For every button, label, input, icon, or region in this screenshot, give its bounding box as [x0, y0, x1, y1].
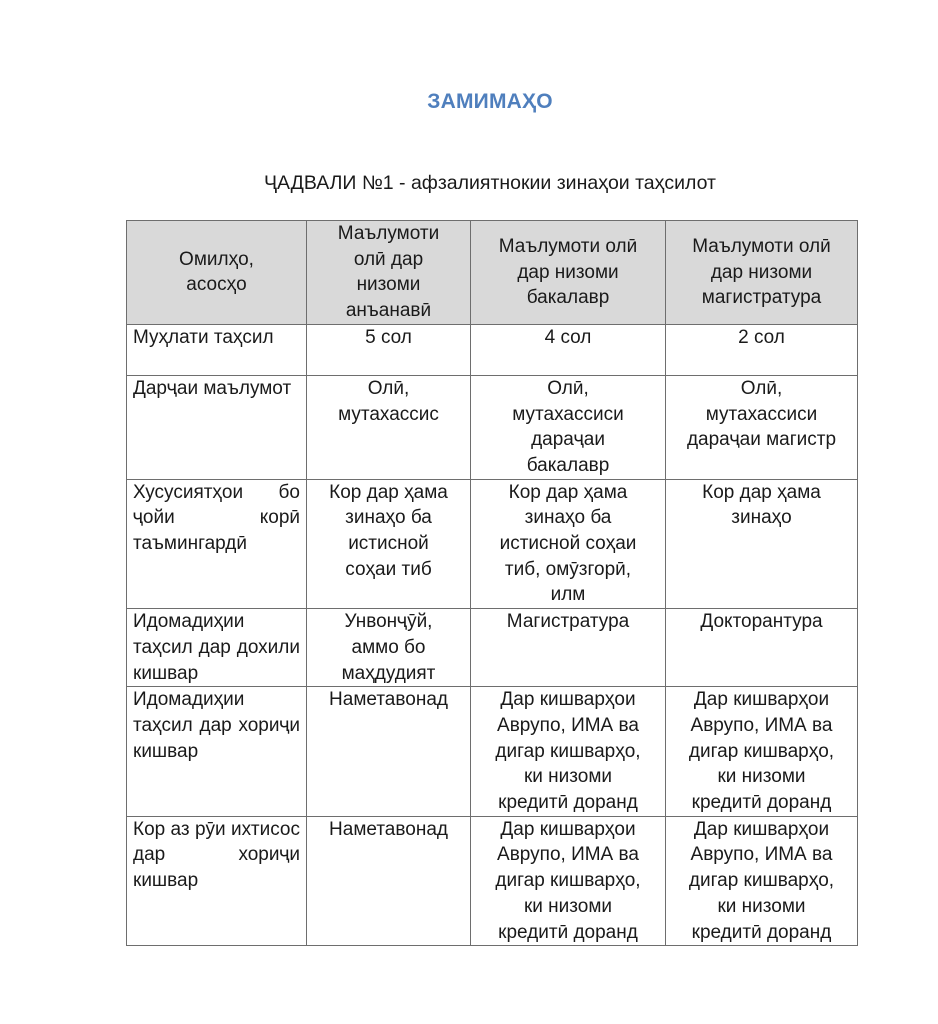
header-cell: Маълумоти олӣ дар низоми анъанавӣ: [307, 221, 471, 325]
table-cell: 2 сол: [666, 324, 858, 375]
table-cell: Олӣ, мутахассиси дараҷаи бакалавр: [471, 375, 666, 479]
table-header-row: [127, 221, 858, 325]
row-label: Дарҷаи маълумот: [127, 375, 307, 479]
table-cell: Олӣ, мутахассиси дараҷаи магистр: [666, 375, 858, 479]
table-cell: Дар кишварҳои Аврупо, ИМА ва дигар кишварҳо, ки низоми кредитӣ доранд: [471, 687, 666, 817]
row-label: Идомадиҳии таҳсил дар хориҷи кишвар: [127, 687, 307, 817]
table-row: [127, 687, 858, 817]
table-row: [127, 816, 858, 946]
table-cell: 5 сол: [307, 324, 471, 375]
header-cell: Маълумоти олӣ дар низоми бакалавр: [471, 221, 666, 325]
table-cell: Магистратура: [471, 609, 666, 687]
row-label: Муҳлати таҳсил: [127, 324, 307, 375]
table-row: [127, 375, 858, 479]
header-cell: Омилҳо, асосҳо: [127, 221, 307, 325]
table-cell: Докторантура: [666, 609, 858, 687]
table-cell: Дар кишварҳои Аврупо, ИМА ва дигар кишварҳо, ки низоми кредитӣ доранд: [666, 687, 858, 817]
table-row: [127, 609, 858, 687]
table-cell: Дар кишварҳои Аврупо, ИМА ва дигар кишварҳо, ки низоми кредитӣ доранд: [471, 816, 666, 946]
table-cell: 4 сол: [471, 324, 666, 375]
header-cell: Маълумоти олӣ дар низоми магистратура: [666, 221, 858, 325]
comparison-table: [126, 220, 858, 946]
table-row: [127, 479, 858, 609]
table-cell: Кор дар ҳама зинаҳо: [666, 479, 858, 609]
row-label: Идомадиҳии таҳсил дар дохили кишвар: [127, 609, 307, 687]
row-label: Кор аз рӯи ихтисос дар хориҷи кишвар: [127, 816, 307, 946]
page-title: ЗАМИМАҲО: [427, 90, 553, 113]
table-cell: Наметавонад: [307, 816, 471, 946]
row-label: Хусусиятҳои бо ҷойи корӣ таъмингардӣ: [127, 479, 307, 609]
table-cell: Унвонҷӯй, аммо бо маҳдудият: [307, 609, 471, 687]
table-cell: Олӣ, мутахассис: [307, 375, 471, 479]
table-caption: ҶАДВАЛИ №1 - афзалиятнокии зинаҳои таҳсилот: [263, 172, 716, 194]
table-cell: Кор дар ҳама зинаҳо ба истисной соҳаи тиб, омӯзгорӣ, илм: [471, 479, 666, 609]
table-cell: Кор дар ҳама зинаҳо ба истисной соҳаи тиб: [307, 479, 471, 609]
table-row: [127, 324, 858, 375]
table-cell: Наметавонад: [307, 687, 471, 817]
table-cell: Дар кишварҳои Аврупо, ИМА ва дигар кишварҳо, ки низоми кредитӣ доранд: [666, 816, 858, 946]
